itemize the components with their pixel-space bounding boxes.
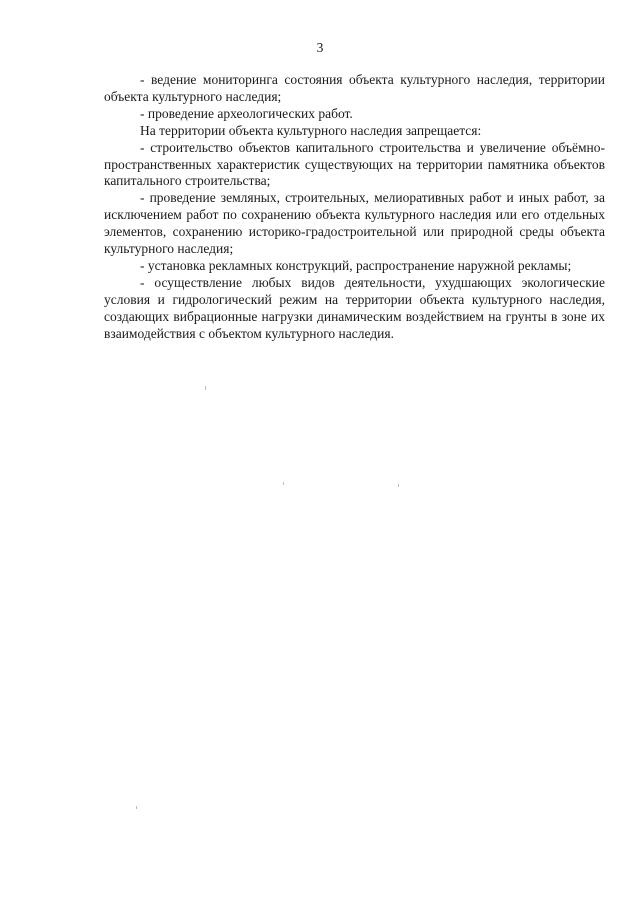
paragraph-earthworks: - проведение земляных, строительных, мелиоративных работ и иных работ, за исключением работ по сохранению объекта культурного наследия или его отдельных элементов, сохранению историко-градостроительной или природной среды объекта культурного наследия;	[104, 190, 605, 257]
paragraph-prohibited-intro: На территории объекта культурного наследия запрещается:	[140, 122, 482, 138]
document-body	[104, 72, 605, 343]
paragraph-monitoring: - ведение мониторинга состояния объекта культурного наследия, территории объекта культурного наследия;	[104, 72, 605, 104]
scan-speck	[205, 386, 206, 390]
paragraph-activities: - осуществление любых видов деятельности, ухудшающих экологические условия и гидрологический режим на территории объекта культурного наследия, создающих вибрационные нагрузки динамическим воздействием на грунты в зоне их взаимодействия с объектом культурного наследия.	[104, 274, 605, 341]
scan-speck	[398, 484, 399, 487]
scan-speck	[283, 482, 284, 485]
paragraph-archaeology: - проведение археологических работ.	[140, 105, 353, 121]
page-number: 3	[316, 40, 324, 55]
paragraph-advertising: - установка рекламных конструкций, распространение наружной рекламы;	[140, 257, 572, 273]
scan-speck	[136, 806, 137, 809]
paragraph-construction: - строительство объектов капитального строительства и увеличение объёмно-пространственных характеристик существующих на территории памятника объектов капитального строительства;	[104, 139, 605, 189]
